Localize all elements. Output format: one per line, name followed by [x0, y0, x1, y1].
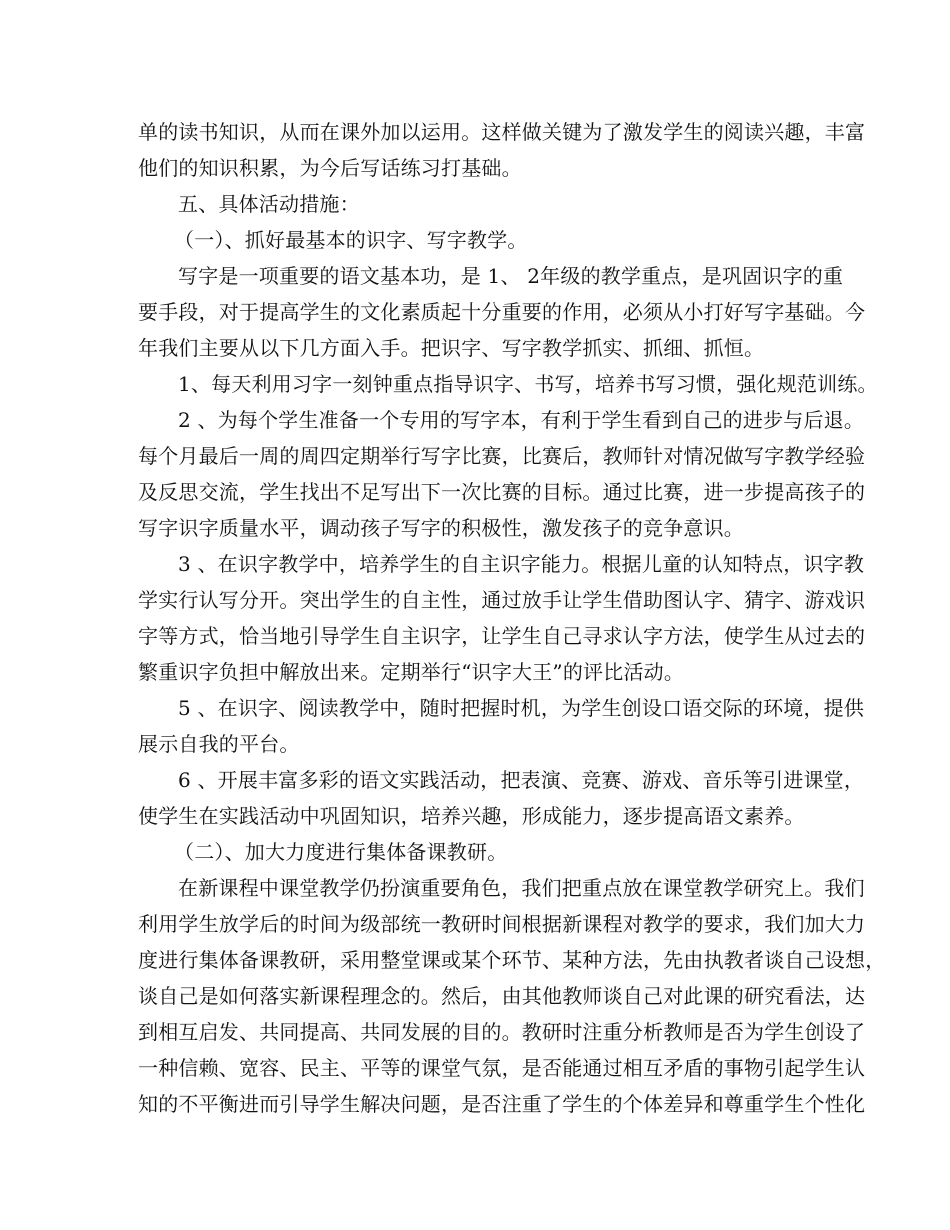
- paragraph-line: 一种信赖、宽容、民主、平等的课堂气氛，是否能通过相互矛盾的事物引起学生认: [138, 1056, 866, 1080]
- paragraph-line: 使学生在实践活动中巩固知识，培养兴趣，形成能力，逐步提高语文素养。: [138, 804, 805, 828]
- paragraph-line: 到相互启发、共同提高、共同发展的目的。教研时注重分析教师是否为学生创设了: [138, 1020, 866, 1044]
- paragraph-line: 单的读书知识，从而在课外加以运用。这样做关键为了激发学生的阅读兴趣，丰富: [138, 120, 866, 144]
- paragraph-line: 及反思交流，学生找出不足写出下一次比赛的目标。通过比赛，进一步提高孩子的: [138, 480, 866, 504]
- subsection-heading: （一）、抓好最基本的识字、写字教学。: [174, 228, 528, 252]
- section-heading: 五、具体活动措施：: [178, 192, 360, 216]
- paragraph-line: 繁重识字负担中解放出来。定期举行“识字大王”的评比活动。: [138, 660, 685, 684]
- list-item: 1、每天利用习字一刻钟重点指导识字、书写，培养书写习惯，强化规范训练。: [178, 372, 878, 396]
- list-item: 6 、开展丰富多彩的语文实践活动，把表演、竞赛、游戏、音乐等引进课堂，: [178, 768, 865, 792]
- paragraph-line: 字等方式，恰当地引导学生自主识字，让学生自己寻求认字方法，使学生从过去的: [138, 624, 866, 648]
- paragraph-line: 要手段，对于提高学生的文化素质起十分重要的作用，必须从小打好写字基础。今: [138, 300, 866, 324]
- paragraph-line: 知的不平衡进而引导学生解决问题，是否注重了学生的个体差异和尊重学生个性化: [138, 1092, 866, 1116]
- paragraph-line: 每个月最后一周的周四定期举行写字比赛，比赛后，教师针对情况做写字教学经验: [138, 444, 866, 468]
- list-item: 3 、在识字教学中，培养学生的自主识字能力。根据儿童的认知特点，识字教: [178, 552, 865, 576]
- subsection-heading: （二）、加大力度进行集体备课教研。: [174, 840, 508, 864]
- paragraph-line: 年我们主要从以下几方面入手。把识字、写字教学抓实、抓细、抓恒。: [138, 336, 765, 360]
- list-item: 5 、在识字、阅读教学中，随时把握时机，为学生创设口语交际的环境，提供: [178, 696, 865, 720]
- paragraph-line: 他们的知识积累，为今后写话练习打基础。: [138, 156, 522, 180]
- paragraph-line: 谈自己是如何落实新课程理念的。然后，由其他教师谈自己对此课的研究看法，达: [138, 984, 866, 1008]
- paragraph-line: 写字识字质量水平，调动孩子写字的积极性，激发孩子的竞争意识。: [138, 516, 744, 540]
- list-item: 2 、为每个学生准备一个专用的写字本，有利于学生看到自己的进步与后退。: [178, 408, 865, 432]
- paragraph-line: 学实行认写分开。突出学生的自主性，通过放手让学生借助图认字、猜字、游戏识: [138, 588, 866, 612]
- paragraph-line: 写字是一项重要的语文基本功，是 1、 2年级的教学重点，是巩固识字的重: [178, 264, 844, 288]
- paragraph-line: 利用学生放学后的时间为级部统一教研时间根据新课程对教学的要求，我们加大力: [138, 912, 866, 936]
- paragraph-line: 展示自我的平台。: [138, 732, 300, 756]
- paragraph-line: 在新课程中课堂教学仍扮演重要角色，我们把重点放在课堂教学研究上。我们: [178, 876, 865, 900]
- paragraph-line: 度进行集体备课教研，采用整堂课或某个环节、某种方法，先由执教者谈自己设想，: [138, 948, 886, 972]
